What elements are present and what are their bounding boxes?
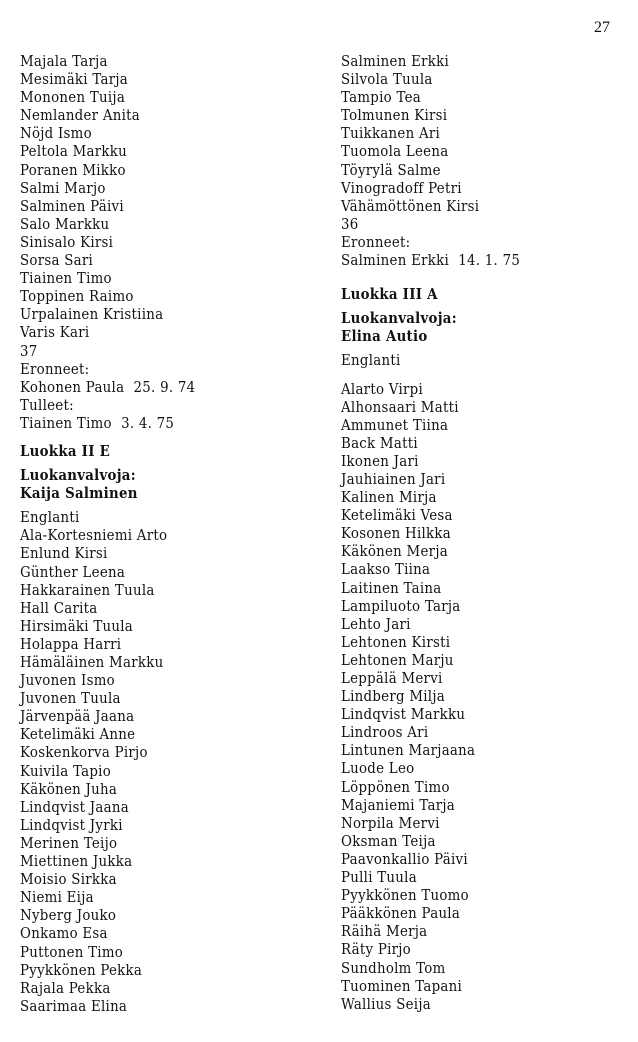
student-count: 37 bbox=[20, 343, 38, 360]
class-heading: Luokka III A bbox=[341, 286, 438, 304]
student-name: Salmi Marjo bbox=[20, 180, 106, 197]
student-name: Räty Pirjo bbox=[341, 942, 411, 959]
student-name: Sorsa Sari bbox=[20, 253, 94, 270]
departed-date: 25. 9. 74 bbox=[133, 379, 196, 396]
student-name: Nöjd Ismo bbox=[20, 126, 92, 143]
student-name: Lehtonen Marju bbox=[341, 652, 454, 669]
student-name: Oksman Teija bbox=[341, 833, 436, 850]
departed-entry: Kohonen Paula 25. 9. 74 bbox=[20, 379, 196, 396]
student-name: Merinen Teijo bbox=[20, 835, 118, 852]
student-name: Vähämöttönen Kirsi bbox=[341, 198, 480, 215]
student-name: Majala Tarja bbox=[20, 54, 108, 70]
student-name: Lindqvist Jyrki bbox=[20, 817, 123, 834]
left-column bbox=[20, 53, 320, 1016]
departed-label: Eronneet: bbox=[341, 234, 411, 251]
student-name: Kosonen Hilkka bbox=[341, 526, 451, 543]
student-name: Tampio Tea bbox=[341, 90, 422, 107]
student-name: Järvenpää Jaana bbox=[20, 709, 135, 726]
student-name: Alarto Virpi bbox=[341, 381, 424, 398]
student-name: Tuikkanen Ari bbox=[341, 126, 441, 143]
student-name: Hall Carita bbox=[20, 600, 98, 617]
student-name: Juvonen Ismo bbox=[20, 673, 115, 690]
student-name: Silvola Tuula bbox=[341, 72, 433, 89]
student-name: Günther Leena bbox=[20, 564, 126, 581]
student-name: Tiainen Timo bbox=[20, 271, 112, 288]
student-name: Holappa Harri bbox=[20, 636, 122, 653]
right-column bbox=[341, 53, 638, 1014]
student-name: Pyykkönen Tuomo bbox=[341, 888, 469, 905]
student-name: Tuominen Tapani bbox=[341, 978, 463, 995]
student-name: Saarimaa Elina bbox=[20, 998, 128, 1015]
student-name: Urpalainen Kristiina bbox=[20, 307, 164, 324]
student-list bbox=[341, 381, 638, 1014]
student-list-continued bbox=[341, 53, 638, 216]
student-name: Laakso Tiina bbox=[341, 562, 431, 579]
student-name: Lampiluoto Tarja bbox=[341, 598, 461, 615]
student-name: Nyberg Jouko bbox=[20, 908, 117, 925]
student-name: Toppinen Raimo bbox=[20, 289, 134, 306]
language: Englanti bbox=[341, 353, 401, 370]
student-name: Majaniemi Tarja bbox=[341, 797, 456, 814]
student-name: Lindroos Ari bbox=[341, 725, 429, 742]
student-name: Puttonen Timo bbox=[20, 944, 124, 961]
student-name: Niemi Eija bbox=[20, 890, 94, 907]
teacher-label: Luokanvalvoja: bbox=[341, 310, 457, 328]
student-name: Leppälä Mervi bbox=[341, 671, 443, 687]
student-name: Lehtonen Kirsti bbox=[341, 634, 451, 651]
teacher-label: Luokanvalvoja: bbox=[20, 467, 136, 485]
student-name: Salminen Päivi bbox=[20, 198, 124, 215]
class-heading: Luokka II E bbox=[20, 442, 111, 460]
student-name: Pääkkönen Paula bbox=[341, 906, 461, 923]
student-name: Käkönen Juha bbox=[20, 781, 118, 798]
student-name: Kuivila Tapio bbox=[20, 763, 112, 780]
language: Englanti bbox=[20, 510, 80, 527]
student-name: Lindqvist Markku bbox=[341, 707, 466, 724]
student-name: Räihä Merja bbox=[341, 924, 428, 941]
student-name: Hirsimäki Tuula bbox=[20, 618, 134, 635]
student-name: Hakkarainen Tuula bbox=[20, 582, 155, 599]
student-list-continued bbox=[20, 53, 320, 343]
student-name: Back Matti bbox=[341, 435, 418, 452]
student-name: Paavonkallio Päivi bbox=[341, 851, 468, 868]
student-name: Lindberg Milja bbox=[341, 689, 446, 706]
student-name: Moisio Sirkka bbox=[20, 872, 117, 889]
student-name: Nemlander Anita bbox=[20, 108, 141, 125]
student-name: Wallius Seija bbox=[341, 996, 431, 1013]
student-name: Pulli Tuula bbox=[341, 870, 417, 887]
student-name: Rajala Pekka bbox=[20, 980, 111, 997]
student-name: Mononen Tuija bbox=[20, 90, 126, 107]
student-name: Norpila Mervi bbox=[341, 815, 440, 832]
student-name: Pyykkönen Pekka bbox=[20, 962, 143, 979]
page-number: 27 bbox=[594, 19, 610, 36]
departed-entry: Salminen Erkki 14. 1. 75 bbox=[341, 253, 521, 270]
student-name: Töyrylä Salme bbox=[341, 162, 441, 179]
arrived-label: Tulleet: bbox=[20, 397, 74, 414]
teacher-name: Kaija Salminen bbox=[20, 485, 138, 503]
student-name: Kalinen Mirja bbox=[341, 490, 437, 507]
student-name: Salo Markku bbox=[20, 216, 110, 233]
student-name: Laitinen Taina bbox=[341, 580, 442, 597]
student-name: Vinogradoff Petri bbox=[341, 180, 462, 197]
student-name: Sundholm Tom bbox=[341, 960, 446, 977]
arrived-entry: Tiainen Timo 3. 4. 75 bbox=[20, 415, 175, 432]
student-name: Ketelimäki Vesa bbox=[341, 508, 453, 525]
student-name: Jauhiainen Jari bbox=[341, 471, 446, 488]
student-name: Varis Kari bbox=[20, 325, 90, 342]
student-name: Sinisalo Kirsi bbox=[20, 234, 114, 251]
arrived-date: 3. 4. 75 bbox=[121, 415, 175, 432]
departed-label: Eronneet: bbox=[20, 361, 90, 378]
student-name: Juvonen Tuula bbox=[20, 691, 121, 708]
student-name: Luode Leo bbox=[341, 761, 415, 778]
student-name: Tuomola Leena bbox=[341, 144, 449, 161]
student-name: Salminen Erkki bbox=[341, 54, 450, 70]
student-name: Ala-Kortesniemi Arto bbox=[20, 528, 168, 545]
student-name: Enlund Kirsi bbox=[20, 546, 108, 563]
student-name: Käkönen Merja bbox=[341, 544, 448, 561]
student-list bbox=[20, 527, 320, 1016]
student-name: Lindqvist Jaana bbox=[20, 799, 129, 816]
student-name: Lintunen Marjaana bbox=[341, 743, 476, 760]
student-name: Ikonen Jari bbox=[341, 453, 419, 470]
student-name: Onkamo Esa bbox=[20, 926, 108, 943]
student-name: Löppönen Timo bbox=[341, 779, 450, 796]
student-name: Ketelimäki Anne bbox=[20, 727, 136, 744]
student-name: Koskenkorva Pirjo bbox=[20, 745, 148, 762]
student-name: Mesimäki Tarja bbox=[20, 72, 129, 89]
student-name: Hämäläinen Markku bbox=[20, 655, 164, 671]
student-name: Alhonsaari Matti bbox=[341, 399, 459, 416]
student-name: Miettinen Jukka bbox=[20, 854, 133, 871]
student-name: Peltola Markku bbox=[20, 144, 128, 161]
teacher-name: Elina Autio bbox=[341, 328, 428, 346]
student-name: Poranen Mikko bbox=[20, 162, 126, 179]
student-name: Lehto Jari bbox=[341, 616, 411, 633]
student-name: Tolmunen Kirsi bbox=[341, 108, 448, 125]
departed-date: 14. 1. 75 bbox=[458, 253, 521, 270]
student-name: Ammunet Tiina bbox=[341, 417, 449, 434]
student-count: 36 bbox=[341, 216, 359, 233]
